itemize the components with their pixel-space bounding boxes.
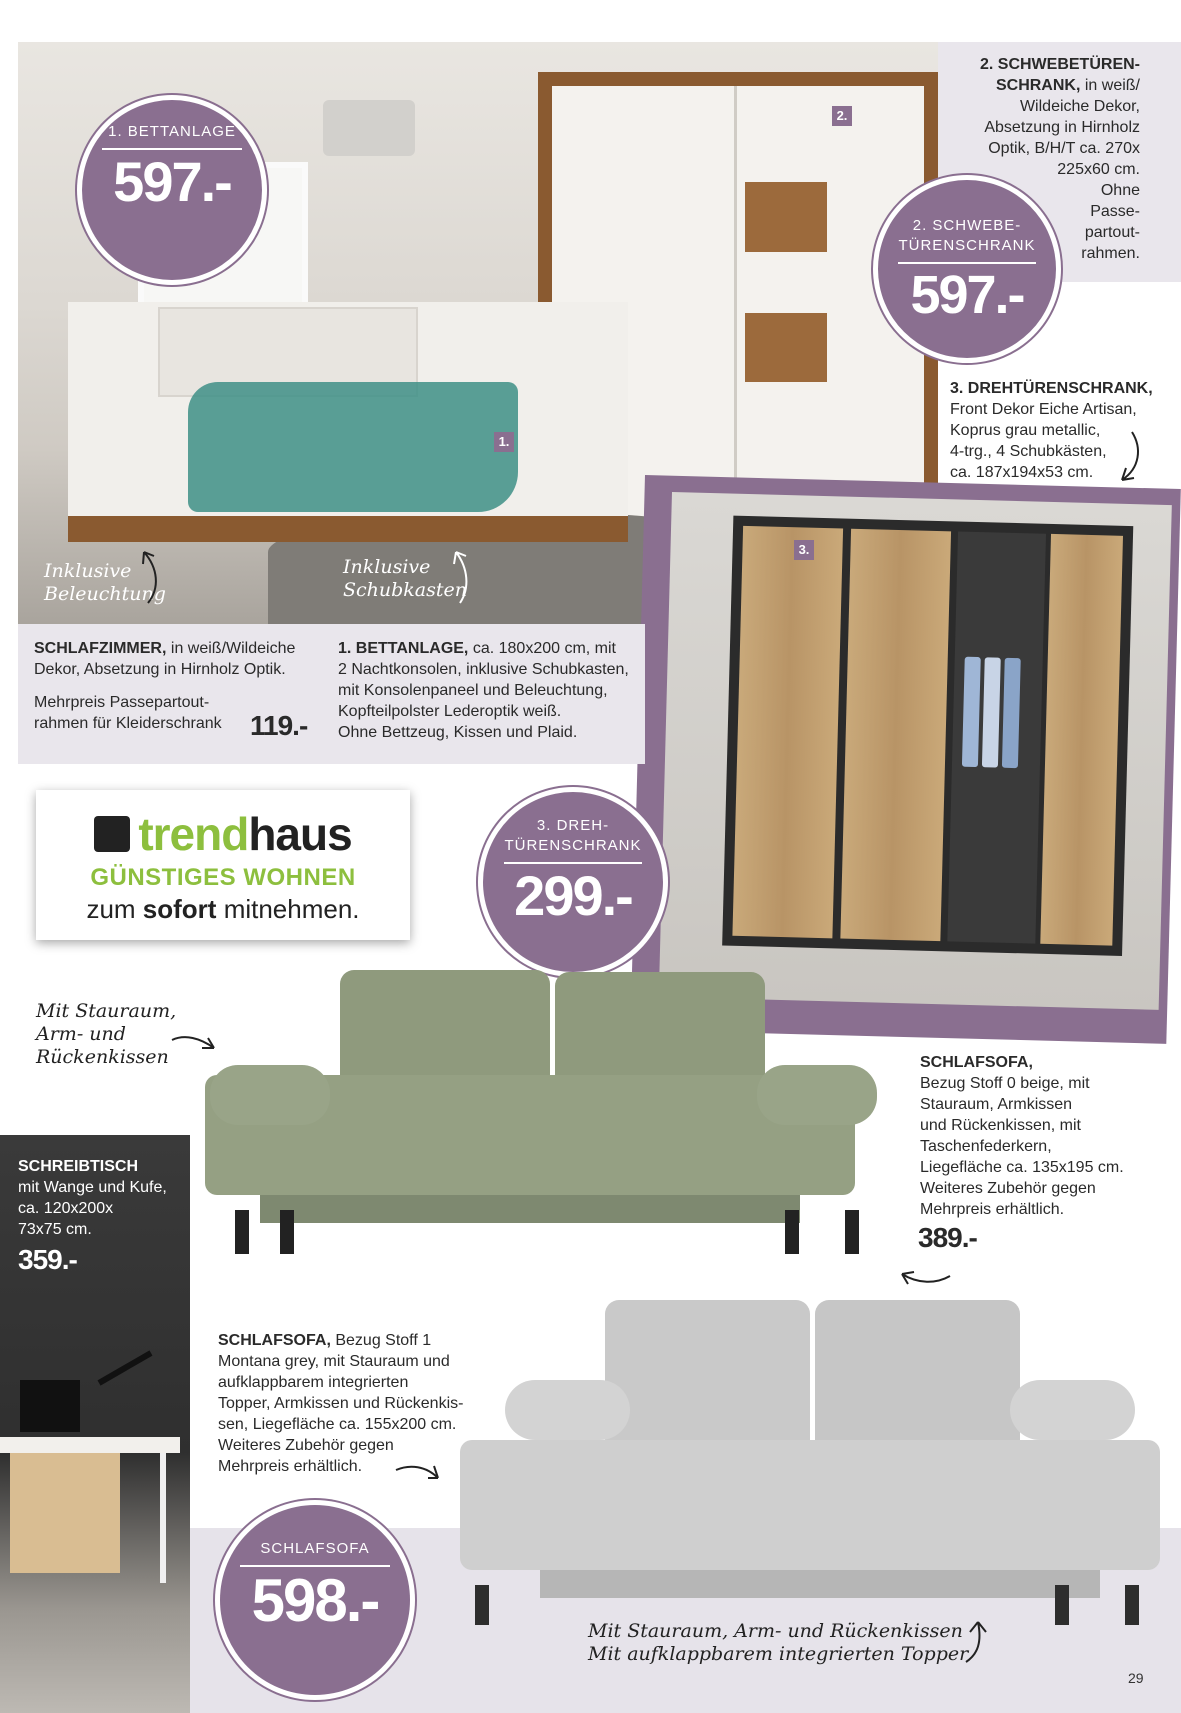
arrow-icon [1112,428,1152,488]
arrow-icon [898,1262,954,1292]
marker-bed: 1. [494,432,514,452]
logo-tagline-2: zum sofort mitnehmen. [86,894,360,924]
grey-sofa-description: SCHLAFSOFA, Bezug Stoff 1 Montana grey, mit Stauraum und aufklappbarem integrierten Topper, Armkissen und Rückenkis- sen, Liegefläche ca. 155x200 cm. Weiteres Zubehör gegen Mehrpreis erhältlich. [218,1332,464,1475]
price-badge-grey-sofa: SCHLAFSOFA 598.- [220,1505,410,1695]
note-grey-sofa: Mit Stauraum, Arm- und Rückenkissen Mit aufklappbarem integrierten Topper [588,1620,969,1665]
arrow-icon [960,1618,1000,1668]
blanket-graphic [188,382,518,512]
pendant-lamp-graphic [323,100,415,156]
arrow-icon [450,548,490,608]
grey-sofa-photo [455,1300,1175,1630]
passepartout-price: 119.- [250,710,308,741]
desk-description: SCHREIBTISCH mit Wange und Kufe, ca. 120x200x 73x75 cm. [18,1158,167,1238]
sliding-wardrobe-description: 2. SCHWEBETÜREN- SCHRANK, in weiß/ Wildeiche Dekor, Absetzung in Hirnholz Optik, B/H/T ca. 270x 225x60 cm. Ohne Passe- partout- rahmen. [979,56,1140,262]
green-sofa-description: SCHLAFSOFA, Bezug Stoff 0 beige, mit Stauraum, Armkissen und Rückenkissen, mit Taschenfederkern, Liegefläche ca. 135x195 cm. Weiteres Zubehör gegen Mehrpreis erhältlich. [920,1054,1124,1218]
trendhaus-logo: trendhaus GÜNSTIGES WOHNEN zum sofort mitnehmen. [36,790,410,940]
hinged-wardrobe-photo [659,492,1172,1010]
price-badge-sliding-wardrobe: 2. SCHWEBE- TÜRENSCHRANK 597.- [878,180,1056,358]
page-number: 29 [1128,1670,1144,1686]
bed-description: 1. BETTANLAGE, ca. 180x200 cm, mit 2 Nachtkonsolen, inklusive Schubkasten, mit Konsolenpaneel und Beleuchtung, Kopfteilpolster Lederoptik weiß. Ohne Bettzeug, Kissen und Plaid. [338,640,629,741]
arrow-icon [392,1454,448,1490]
bedroom-set-description: SCHLAFZIMMER, in weiß/Wildeiche Dekor, Absetzung in Hirnholz Optik. Mehrpreis Passepartout- rahmen für Kleiderschrank [34,640,296,732]
price-badge-bed: 1. BETTANLAGE 597.- [82,100,262,280]
green-sofa-photo [205,970,860,1285]
marker-hinged-wardrobe: 3. [794,540,814,560]
logo-square-icon [94,816,130,852]
logo-tagline: GÜNSTIGES WOHNEN [90,864,356,891]
note-green-sofa: Mit Stauraum, Arm- und Rückenkissen [36,1000,177,1068]
hinged-wardrobe-description: 3. DREHTÜRENSCHRANK, Front Dekor Eiche Artisan, Koprus grau metallic, 4-trg., 4 Schubkästen, ca. 187x194x53 cm. [950,380,1153,481]
marker-sliding-wardrobe: 2. [832,106,852,126]
desk-price: 359.- [18,1244,77,1275]
green-sofa-price: 389.- [918,1222,977,1253]
hinged-wardrobe-graphic [722,516,1133,956]
note-drawer: Inklusive Schubkasten [343,556,468,601]
arrow-icon [140,548,180,608]
note-lighting: Inklusive Beleuchtung [44,560,166,605]
price-badge-hinged-wardrobe: 3. DREH- TÜRENSCHRANK 299.- [483,792,663,972]
